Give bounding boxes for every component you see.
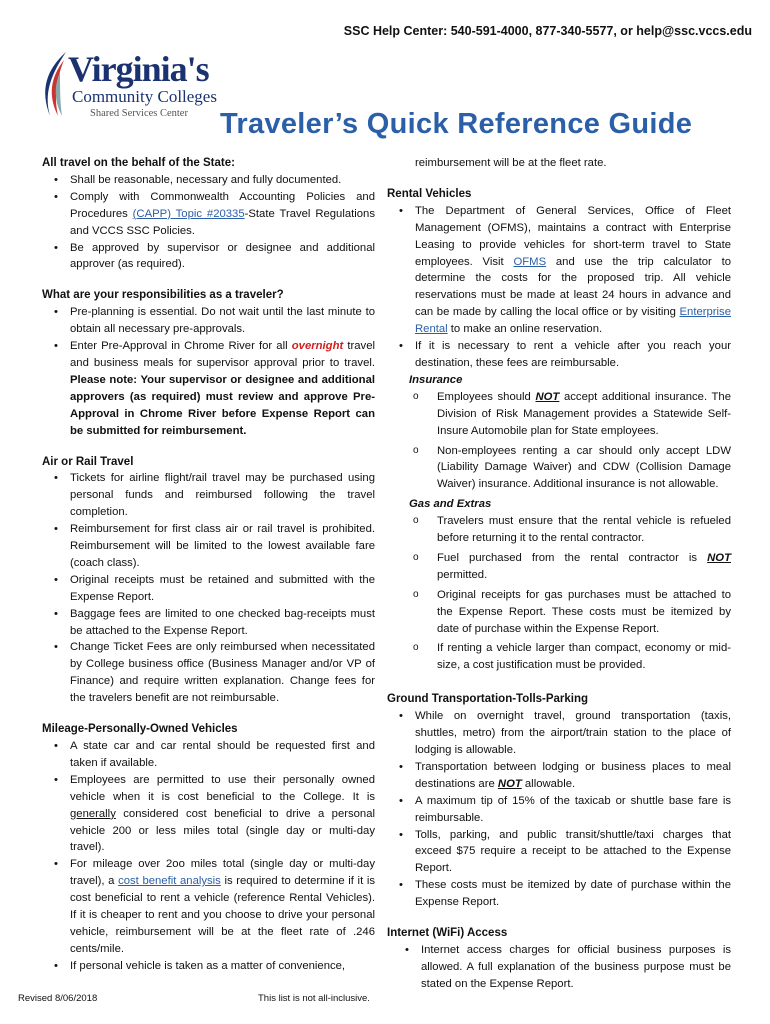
text: permitted. [437,568,488,581]
enterprise-rental-link[interactable]: Enterprise Rental [415,306,731,336]
text: Employees should [437,390,536,403]
text: accept additional insurance. The Division of Risk Management provides a Statewide Self-Insure Automobile plan for State employees. [437,390,731,437]
ground-transport-list [387,708,731,911]
list-item [70,772,375,857]
subheading-insurance: Insurance [409,373,463,386]
list-item: • If it is necessary to rent a vehicle after you reach your destination, these fees are reimbursable. [415,338,731,372]
logo-word-community: Community Colleges [72,87,217,106]
list-item: o If renting a vehicle larger than compact, economy or mid-size, a cost justification must be provided. [437,640,731,674]
section-heading-rental: Rental Vehicles [387,187,472,200]
right-column [387,155,731,993]
insurance-list [387,389,731,493]
section-heading-air-rail: Air or Rail Travel [42,455,134,468]
list-item: • Tolls, parking, and public transit/shuttle/taxi charges that exceed $75 require a receipt to be attached to the Expense Report. [415,827,731,878]
air-rail-list [42,470,375,707]
text: The Department of General Services, Office of Fleet Management (OFMS), maintains a contract with Enterprise Leasing to provide vehicles for short-term travel to State employees. Visit [415,204,731,268]
list-item: • These costs must be itemized by date of purchase within the Expense Report. [415,877,731,911]
list-item [70,189,375,240]
list-item: • A maximum tip of 15% of the taxicab or shuttle base fare is reimbursable. [415,793,731,827]
text: Comply with Commonwealth Accounting Policies and Procedures [70,190,375,220]
text: is required to determine if it is cost beneficial to rent a vehicle (reference Rental Vehicles). If it is cheaper to rent and you choose to drive your personal vehicle, reimbursement will be at the fleet rate of .246 cents/mile. [70,875,375,955]
left-column [42,155,375,975]
rental-list [387,203,731,372]
list-item: o Original receipts for gas purchases must be attached to the Expense Report. These costs must be itemized by date of purchase within the Expense Report. [437,587,731,638]
section-heading-mileage: Mileage-Personally-Owned Vehicles [42,723,238,736]
approval-note: Please note: Your supervisor or designee and additional approvers (as required) must review and approve Pre-Approval in Chrome River before Expense Report can be submitted for reimbursement. [70,373,375,437]
list-item: • While on overnight travel, ground transportation (taxis, shuttles, metro) from the airport/train station to the place of lodging is allowable. [415,708,731,759]
list-item: o Non-employees renting a car should only accept LDW (Liability Damage Waiver) and CDW (Collision Damage Waiver) insurance. Additional insurance is not allowable. [437,443,731,494]
list-item: • Pre-planning is essential. Do not wait until the last minute to obtain all necessary pre-approvals. [70,304,375,338]
text: -State Travel Regulations and VCCS SSC Policies. [70,207,375,237]
logo-flame-icon [36,50,72,120]
list-item [415,759,731,793]
not-emphasis: NOT [497,777,522,790]
not-emphasis: NOT [707,551,731,564]
list-item: • A state car and car rental should be requested first and taken if available. [70,738,375,772]
list-item: • Be approved by supervisor or designee and additional approver (as required). [70,240,375,274]
list-item: • Reimbursement for first class air or rail travel is prohibited. Reimbursement will be limited to the lowest available fare (coach class). [70,521,375,572]
text: travel and business meals for supervisor approval prior to travel. [70,340,376,369]
generally-underlined: generally [70,807,116,820]
gas-extras-list [387,513,731,674]
section-heading-state-travel: All travel on the behalf of the State: [42,157,235,169]
ofms-link[interactable]: OFMS [513,255,547,268]
section-heading-ground-transport: Ground Transportation-Tolls-Parking [387,693,589,706]
mileage-continuation: reimbursement will be at the fleet rate. [415,157,607,169]
capp-topic-link[interactable]: (CAPP) Topic #20335 [132,207,245,220]
logo-word-ssc: Shared Services Center [90,108,188,119]
footer-note: This list is not all-inclusive. [258,993,370,1004]
list-item [437,389,731,440]
list-item [70,338,375,439]
internet-list [387,942,731,993]
mileage-list [42,738,375,975]
list-item [70,856,375,957]
overnight-emphasis: overnight [291,340,344,353]
list-item: • Original receipts must be retained and submitted with the Expense Report. [70,572,375,606]
state-travel-list [42,172,375,273]
help-center-line: SSC Help Center: 540-591-4000, 877-340-5577, or help@ssc.vccs.edu [343,24,752,38]
text: and use the trip calculator to determine the costs for the proposed trip. All vehicle reservations must be made at least 24 hours in advance and can be made by calling the local office or by visiting [415,255,732,319]
list-item: • If personal vehicle is taken as a matter of convenience, [70,958,375,975]
subheading-gas-extras: Gas and Extras [409,498,492,511]
not-emphasis: NOT [535,390,560,403]
text: to make an online reservation. [447,323,603,336]
list-item: • Change Ticket Fees are only reimbursed when necessitated by College business office (Business Manager and/or VP of Finance) and require written explanation. Change fees for the travelers benefit are not reimbursable. [70,639,375,707]
revised-date: Revised 8/06/2018 [18,993,98,1004]
list-item: o Travelers must ensure that the rental vehicle is refueled before returning it to the rental contractor. [437,513,731,547]
text: Fuel purchased from the rental contractor is [437,551,708,564]
text: Employees are permitted to use their personally owned vehicle when it is cost beneficial to the College. It is [70,773,375,803]
text: For mileage over 2oo miles total (single day or multi-day travel), a [70,858,375,888]
list-item [437,550,731,584]
section-heading-responsibilities: What are your responsibilities as a traveler? [42,289,284,302]
logo-word-virginias: Virginia's [68,49,209,89]
list-item: • Baggage fees are limited to one checked bag-receipts must be attached to the Expense Report. [70,606,375,640]
list-item [415,203,731,338]
responsibilities-list [42,304,375,439]
list-item: • Internet access charges for official business purposes is allowed. A full explanation of the business purpose must be stated on the Expense Report. [421,942,731,993]
section-heading-internet: Internet (WiFi) Access [387,927,508,940]
text: allowable. [521,777,576,790]
list-item: • Tickets for airline flight/rail travel may be purchased using personal funds and reimbursed following the travel completion. [70,470,375,521]
text: Transportation between lodging or business places to meal destinations are [415,760,731,790]
vccs-logo [36,48,226,128]
cost-benefit-analysis-link[interactable]: cost benefit analysis [118,875,221,888]
list-item: • Shall be reasonable, necessary and fully documented. [70,172,375,189]
text: considered cost beneficial to drive a personal vehicle 200 or less miles total (single day or multi-day travel). [70,807,375,854]
page-title: Traveler’s Quick Reference Guide [220,108,693,140]
text: Enter Pre-Approval in Chrome River for all [70,340,292,353]
